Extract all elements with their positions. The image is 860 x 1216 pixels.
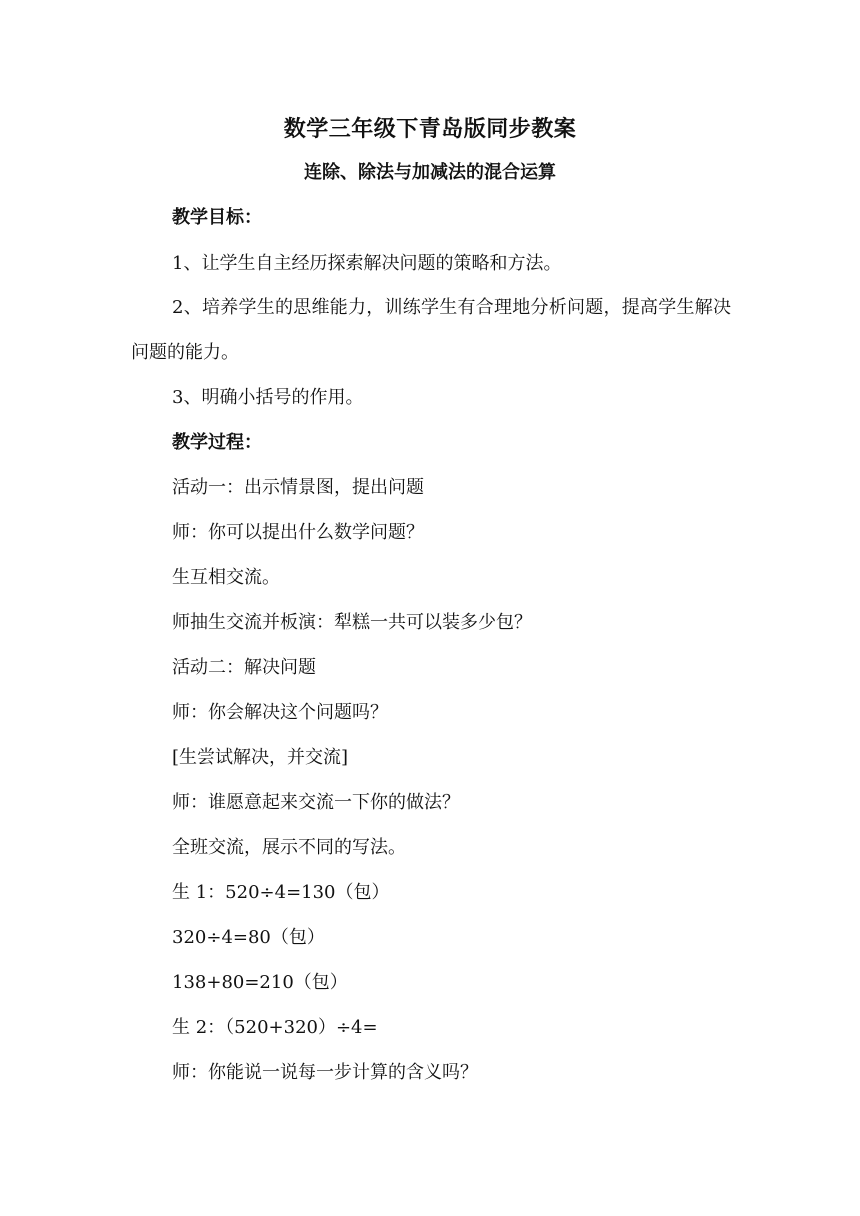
objectives-heading: 教学目标： bbox=[172, 207, 262, 228]
process-line: 师：你可以提出什么数学问题？ bbox=[172, 522, 424, 543]
objective-item: 3、明确小括号的作用。 bbox=[172, 387, 364, 408]
process-line: 活动二：解决问题 bbox=[172, 657, 316, 678]
process-line: 生互相交流。 bbox=[172, 567, 280, 588]
process-line: 320÷4=80（包） bbox=[172, 927, 325, 948]
process-line: 师：谁愿意起来交流一下你的做法？ bbox=[172, 792, 460, 813]
objective-item: 2、培养学生的思维能力，训练学生有合理地分析问题，提高学生解决问题的能力。 bbox=[131, 297, 731, 363]
page-subtitle: 连除、除法与加减法的混合运算 bbox=[304, 162, 556, 183]
process-line: 全班交流，展示不同的写法。 bbox=[172, 837, 406, 858]
process-line: 生 2：（520+320）÷4= bbox=[172, 1017, 378, 1038]
process-line: 活动一：出示情景图，提出问题 bbox=[172, 477, 424, 498]
process-line: 师：你会解决这个问题吗？ bbox=[172, 702, 388, 723]
process-line: 师：你能说一说每一步计算的含义吗？ bbox=[172, 1062, 478, 1083]
process-line: [生尝试解决，并交流] bbox=[172, 747, 349, 768]
process-heading: 教学过程： bbox=[172, 432, 262, 453]
page-title: 数学三年级下青岛版同步教案 bbox=[283, 117, 577, 142]
objective-item: 1、让学生自主经历探索解决问题的策略和方法。 bbox=[172, 253, 562, 274]
process-line: 138+80=210（包） bbox=[172, 972, 348, 993]
process-line: 师抽生交流并板演：犁糕一共可以装多少包？ bbox=[172, 612, 532, 633]
process-line: 生 1：520÷4=130（包） bbox=[172, 882, 390, 903]
